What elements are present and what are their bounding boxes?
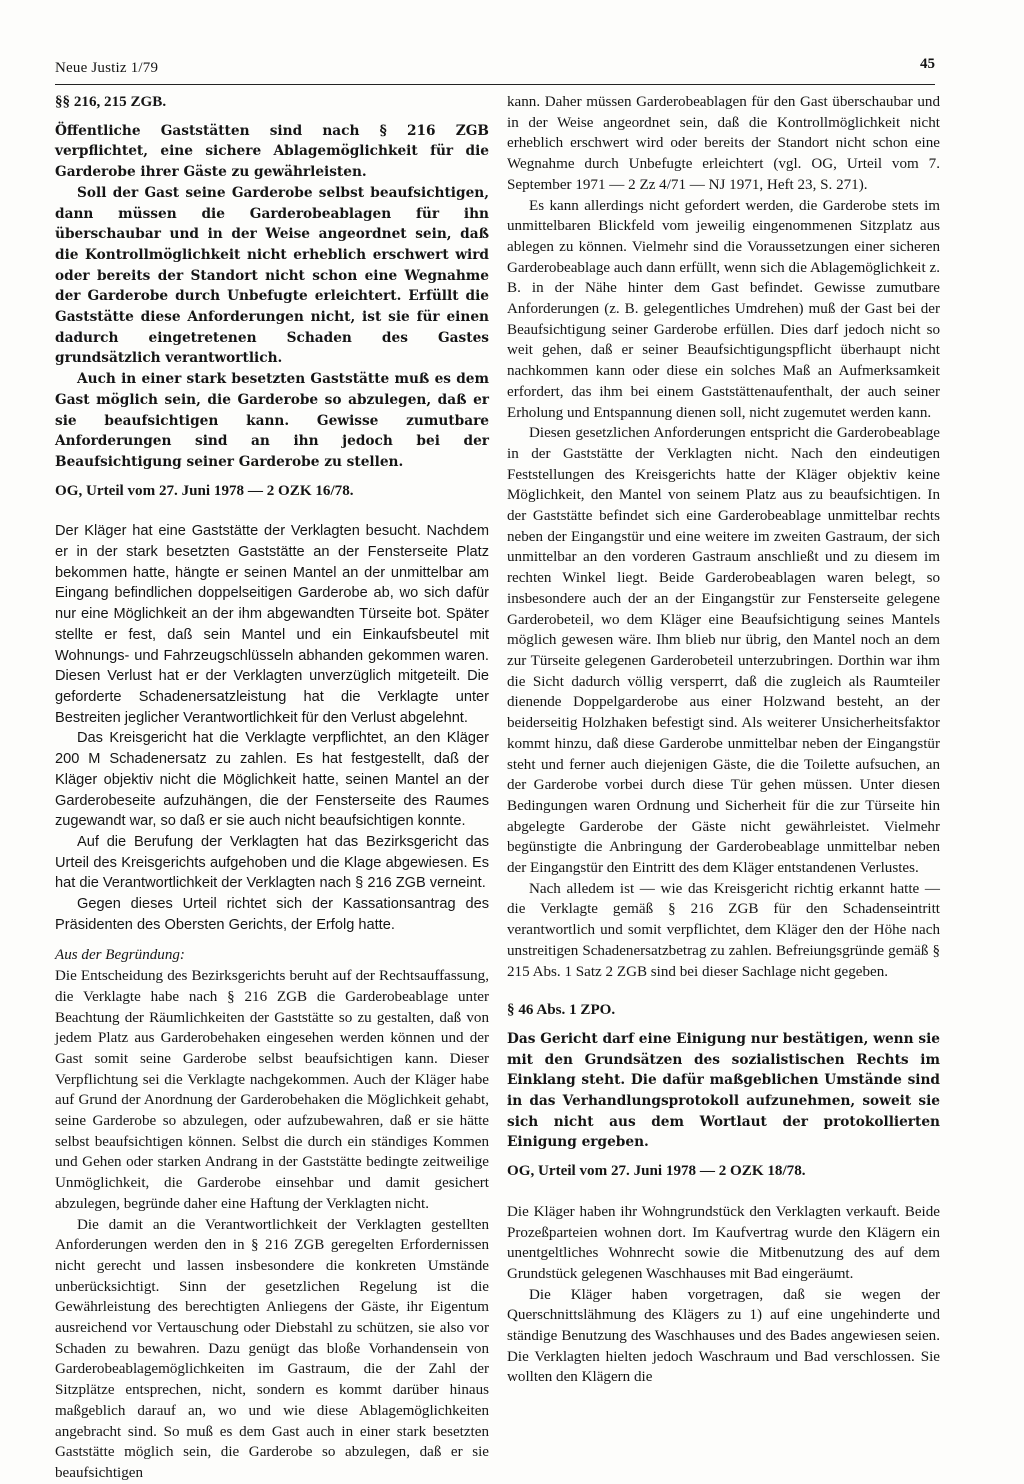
reasoning-paragraph: Es kann allerdings nicht gefordert werden, die Garderobe stets im unmittelbaren Blickfeld vom jeweilig eingenommenen Sitzplatz aus ablegen zu können. Vielmehr sind die Voraussetzungen einer sicheren Garderobeablage auch dann erfüllt, wenn sich die Ablagemöglichkeit z. B. in der Nähe hinter dem Gast befindet. Gewisse zumutbare Anforderungen (z. B. gelegentliches Umdrehen) muß der Gast bei der Beaufsichtigung seiner Garderobe erfüllen. Dies darf jedoch nicht so weit gehen, daß er seiner Beaufsichtigungspflicht überhaupt nicht nachkommen kann oder diese ein solches Maß an Aufmerksamkeit erfordert, das ihm bei einem Gaststättenaufenthalt, der auch seiner Erholung und Entspannung dienen soll, nicht zugemutet werden kann.	[507, 197, 940, 421]
page-number: 45	[920, 56, 935, 72]
headnote-paragraph: Soll der Gast seine Garderobe selbst beaufsichtigen, dann müssen die Garderobeablagen für ihn überschaubar und in der Weise angeordnet sein, daß die Kontrollmöglichkeit nicht erheblich erschwert wird oder bereits der Standort nicht schon eine Wegnahme der Garderobe durch Unbefugte erleichtert. Erfüllt die Gaststätte diese Anforderungen nicht, ist sie für einen dadurch eingetretenen Schaden des Gastes grundsätzlich verantwortlich.	[55, 184, 489, 367]
headnote-paragraph: Das Gericht darf eine Einigung nur bestätigen, wenn sie mit den Grundsätzen des sozialistischen Rechts im Einklang steht. Die dafür maßgeblichen Umstände sind in das Verhandlungsprotokoll aufzunehmen, soweit sie sich nicht aus dem Wortlaut der protokollierten Einigung ergeben.	[507, 1030, 940, 1151]
reasoning-paragraph: Die damit an die Verantwortlichkeit der Verklagten gestellten Anforderungen werden den in § 216 ZGB geregelten Erfordernissen nicht gerecht und lassen insbesondere die konkreten Umstände unberücksichtigt. Sinn der gesetzlichen Regelung ist die Gewährleistung des berechtigten Anliegens der Gäste, ihr Eigentum ausreichend vor Vertauschung oder Diebstahl zu schützen, sie also vor Schaden zu bewahren. Dazu genügt das bloße Vorhandensein von Garderobeablagemöglichkeiten im Gastraum, die der Zahl der Sitzplätze entsprechen, nicht, sondern es kommt darüber hinaus maßgeblich darauf an, wo und wie diese Ablagemöglichkeiten angebracht sind. So muß es dem Gast auch in einer stark besetzten Gaststätte möglich sein, die Garderobe so abzulegen, daß er sie beaufsichtigen	[55, 1216, 489, 1481]
reasoning-heading: Aus der Begründung:	[55, 947, 185, 964]
facts-paragraph: Auf die Berufung der Verklagten hat das Bezirksgericht das Urteil des Kreisgerichts aufgehoben und die Klage abgewiesen. Es hat die Verantwortlichkeit der Verklagten nach § 216 ZGB verneint.	[55, 833, 489, 892]
journal-title: Neue Justiz 1/79	[55, 60, 159, 76]
headnote-paragraph: Öffentliche Gaststätten sind nach § 216 ZGB verpflichtet, eine sichere Ablagemöglichkeit für die Garderobe ihrer Gäste zu gewährleisten.	[55, 122, 489, 181]
facts-paragraph: Der Kläger hat eine Gaststätte der Verklagten besucht. Nachdem er in der stark besetzten Gaststätte an der Fensterseite Platz bekommen hatte, hängte er seinen Mantel an der unmittelbar am Eingang befindlichen doppelseitigen Garderobe ab, wo sich dafür nur eine Möglichkeit an der ihm abgewandten Türseite bot. Später stellte er fest, daß sein Mantel und ein Einkaufsbeutel mit Wohnungs- und Fahrzeugschlüsseln abhanden gekommen waren. Diesen Verlust hat er der Verklagten unverzüglich mitgeteilt. Die geforderte Schadenersatzleistung hat die Verklagte unter Bestreiten jeglicher Verantwortlichkeit für den Verlust abgelehnt.	[55, 523, 489, 726]
facts-paragraph: Die Kläger haben ihr Wohngrundstück den Verklagten verkauft. Beide Prozeßparteien wohnen dort. Im Kaufvertrag wurde den Klägern ein unentgeltliches Wohnrecht sowie die Mitbenutzung des auf dem Grundstück gelegenen Waschhauses mit Bad eingeräumt.	[507, 1203, 940, 1282]
facts-paragraph: Gegen dieses Urteil richtet sich der Kassationsantrag des Präsidenten des Obersten Gerichts, der Erfolg hatte.	[55, 896, 489, 933]
facts-paragraph: Das Kreisgericht hat die Verklagte verpflichtet, an den Kläger 200 M Schadenersatz zu zahlen. Es hat festgestellt, daß der Kläger objektiv nicht die Möglichkeit hatte, seinen Mantel an der Garderobeseite aufzuhängen, die der Fensterseite des Raumes zugewandt war, so daß er sie auch nicht beaufsichtigen konnte.	[55, 730, 489, 830]
facts-paragraph: Die Kläger haben vorgetragen, daß sie wegen der Querschnittslähmung des Klägers zu 1) auf eine ungehinderte und ständige Benutzung des Waschhauses und des Bades angewiesen seien. Die Verklagten hielten jedoch Waschraum und Bad verschlossen. Sie wollten den Klägern die	[507, 1286, 940, 1386]
reasoning-paragraph: Die Entscheidung des Bezirksgerichts beruht auf der Rechtsauffassung, die Verklagte habe nach § 216 ZGB die Garderobeablage unter Beachtung der Räumlichkeiten der Gaststätte so zu gestalten, daß von jedem Platz aus Garderobehaken eingesehen werden können und der Gast somit seine Garderobe selbst beaufsichtigen kann. Dieser Verpflichtung sei die Verklagte nachgekommen. Auch der Kläger habe auf Grund der Anordnung der Garderobehaken die Möglichkeit gehabt, seine Garderobe so abzulegen, oder aufzubewahren, daß er sie hätte selbst beaufsichtigen können. Selbst die durch ein ständiges Kommen und Gehen oder starken Andrang in der Gaststätte bedingte zeitweilige Unmöglichkeit, die Garderobe einsehbar und damit gesichert abzulegen, begründe daher eine Haftung der Verklagten nicht.	[55, 968, 489, 1212]
reasoning-paragraph: Diesen gesetzlichen Anforderungen entspricht die Garderobeablage in der Gaststätte der Verklagten nicht. Nach den eindeutigen Feststellungen des Kreisgerichts hatte der Kläger objektiv keine Möglichkeit, den Mantel von seinem Platz aus zu beaufsichtigen. In der Gaststätte befindet sich eine Garderobeablage unmittelbar rechts neben der Eingangstür und eine weitere im zweiten Gastraum, der sich unmittelbar an den vorderen Gastraum anschließt und zu diesem im rechten Winkel liegt. Beide Garderobeablagen waren belegt, so insbesondere auch der an der Eingangstür zur Fensterseite gelegene Garderobeteil, wo dem Kläger eine Beaufsichtigung seines Mantels möglich gewesen wäre. Ihm blieb nur übrig, den Mantel noch an dem zur Türseite gelegenen Garderobeteil unterzubringen. Dorthin war ihm die Sicht dadurch völlig versperrt, daß die zugleich als Raumteiler dienende Doppelgarderobe aus einer Holzwand besteht, an der beiderseitig Holzhaken befestigt sind. Als weiterer Unsicherheitsfaktor kommt hinzu, daß diese Garderobe unmittelbar neben der Eingangstür steht und ferner auch diejenigen Gäste, die die Toilette aufsuchen, an der Garderobe vorbei durch diese Tür gehen müssen. Unter diesen Bedingungen waren Ordnung und Sicherheit für die zur Türseite hin abgelegte Garderobe der Gäste nicht gewährleistet. Vielmehr begünstigte die Anbringung der Garderobeablage unmittelbar neben der Eingangstür den Eintritt des dem Kläger entstandenen Verlustes.	[507, 425, 940, 877]
right-column	[507, 92, 940, 1388]
section-heading: § 46 Abs. 1 ZPO.	[507, 1002, 616, 1019]
reasoning-paragraph: Nach alledem ist — wie das Kreisgericht richtig erkannt hatte — die Verklagte gemäß § 216 ZGB für den Schadenseintritt verantwortlich und somit verpflichtet, dem Kläger den der Höhe nach unstreitigen Schadenersatzbetrag zu zahlen. Befreiungsgründe gemäß § 215 Abs. 1 Satz 2 ZGB sind bei dieser Sachlage nicht gegeben.	[507, 880, 940, 980]
headnote-paragraph: Auch in einer stark besetzten Gaststätte muß es dem Gast möglich sein, die Garderobe so abzulegen, daß er sie beaufsichtigen kann. Gewisse zumutbare Anforderungen sind an ihn jedoch bei der Beaufsichtigung seiner Garderobe zu stellen.	[55, 371, 489, 470]
court-citation: OG, Urteil vom 27. Juni 1978 — 2 OZK 18/78.	[507, 1163, 806, 1180]
court-citation: OG, Urteil vom 27. Juni 1978 — 2 OZK 16/78.	[55, 482, 354, 499]
header-rule	[55, 84, 935, 85]
reasoning-paragraph: kann. Daher müssen Garderobeablagen für den Gast überschaubar und in der Weise angeordnet sein, daß die Kontrollmöglichkeit nicht erheblich erschwert wird oder bereits der Standort nicht schon eine Wegnahme durch Unbefugte erleichtert (vgl. OG, Urteil vom 7. September 1971 — 2 Zz 4/71 — NJ 1971, Heft 23, S. 271).	[507, 94, 940, 193]
left-column	[55, 92, 489, 1484]
page-header	[55, 56, 935, 84]
section-heading: §§ 216, 215 ZGB.	[55, 94, 167, 110]
